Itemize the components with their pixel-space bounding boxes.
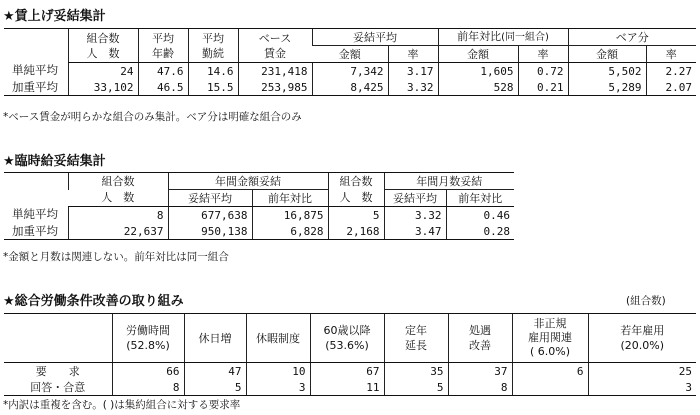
holiday-increase-header: 休日増 (184, 314, 246, 363)
settlement-amount-header: 金額 (312, 46, 388, 63)
amount-avg-header: 妥結平均 (168, 190, 252, 207)
months-yoy-header: 前年対比 (446, 190, 514, 207)
cell: 47.6 (138, 63, 188, 80)
months-avg-header: 妥結平均 (384, 190, 446, 207)
cell: 25 (588, 363, 696, 380)
yoy-rate-header: 率 (518, 46, 568, 63)
base-up-amount-header: 金額 (568, 46, 646, 63)
cell: 15.5 (188, 79, 238, 96)
cell: 5 (184, 379, 246, 396)
row-label-header (4, 29, 68, 63)
amount-yoy-header: 前年対比 (252, 190, 328, 207)
working-conditions-title: ★総合労働条件改善の取り組み (3, 294, 184, 309)
wage-settlement-note: *ベース賃金が明らかな組合のみ集計。ベア分は明確な組合のみ (3, 111, 302, 123)
cell: 37 (448, 363, 512, 380)
cell: 8 (112, 379, 184, 396)
cell: 950,138 (168, 223, 252, 240)
working-conditions-note: *内訳は重複を含む。( )は集約組合に対する要求率 (3, 399, 241, 411)
table-row (4, 79, 696, 96)
cell: 0.21 (518, 79, 568, 96)
cell: 6 (512, 363, 588, 380)
bonus-union-count-header: 組合数 (68, 173, 168, 190)
cell: 5 (328, 207, 384, 224)
union-count-header: 組合数 人 数 (68, 29, 138, 63)
cell: 3.32 (384, 207, 446, 224)
working-conditions-table (4, 313, 696, 396)
non-regular-employment-header: 非正規 雇用関連 ( 6.0%) (512, 314, 588, 363)
cell: 7,342 (312, 63, 388, 80)
base-wage-header: ベース 賃金 (238, 29, 312, 63)
row-label-header (4, 314, 112, 363)
base-up-rate-header: 率 (646, 46, 696, 63)
cell: 2,168 (328, 223, 384, 240)
cell: 0.46 (446, 207, 514, 224)
annual-months-header: 年間月数妥結 (384, 173, 514, 190)
cell: 10 (246, 363, 310, 380)
cell: 16,875 (252, 207, 328, 224)
bonus-settlement-title: ★臨時給妥結集計 (3, 154, 106, 169)
cell: 22,637 (68, 223, 168, 240)
table-row (4, 207, 514, 224)
cell: 0.72 (518, 63, 568, 80)
months-members-header: 人 数 (328, 190, 384, 207)
cell (512, 379, 588, 396)
row-label-header (4, 173, 68, 207)
leave-system-header: 休暇制度 (246, 314, 310, 363)
months-union-count-header: 組合数 (328, 173, 384, 190)
cell: 24 (68, 63, 138, 80)
cell: 3 (246, 379, 310, 396)
table-row (4, 63, 696, 80)
cell: 677,638 (168, 207, 252, 224)
cell: 3.47 (384, 223, 446, 240)
retirement-extension-header: 定年 延長 (384, 314, 448, 363)
wage-settlement-title: ★賃上げ妥結集計 (3, 9, 106, 24)
cell: 2.07 (646, 79, 696, 96)
row-label: 単純平均 (12, 63, 58, 78)
yoy-header: 前年対比(同一組合) (438, 29, 568, 46)
cell: 3 (588, 379, 696, 396)
youth-employment-header: 若年雇用 (20.0%) (588, 314, 696, 363)
table-row (4, 223, 514, 240)
cell: 1,605 (438, 63, 518, 80)
annual-amount-header: 年間金額妥結 (168, 173, 328, 190)
cell: 8 (448, 379, 512, 396)
cell: 253,985 (238, 79, 312, 96)
table-row (4, 363, 696, 380)
cell: 66 (112, 363, 184, 380)
cell: 67 (310, 363, 384, 380)
cell: 3.32 (388, 79, 438, 96)
cell: 11 (310, 379, 384, 396)
bonus-members-header: 人 数 (68, 190, 168, 207)
cell: 33,102 (68, 79, 138, 96)
avg-age-header: 平均 年齢 (138, 29, 188, 63)
wage-settlement-table (4, 28, 696, 96)
cell: 46.5 (138, 79, 188, 96)
cell: 6,828 (252, 223, 328, 240)
row-label: 単純平均 (12, 207, 58, 222)
base-up-header: ベア分 (568, 29, 696, 46)
bonus-settlement-note: *金額と月数は関連しない。前年対比は同一組合 (3, 251, 229, 263)
cell: 5,289 (568, 79, 646, 96)
row-label: 加重平均 (4, 79, 68, 96)
cell: 5 (384, 379, 448, 396)
row-label: 要 求 (35, 364, 80, 378)
cell: 35 (384, 363, 448, 380)
cell: 5,502 (568, 63, 646, 80)
settlement-avg-header: 妥結平均 (312, 29, 438, 46)
table-row (4, 379, 696, 396)
cell: 231,418 (238, 63, 312, 80)
cell: 47 (184, 363, 246, 380)
row-label: 加重平均 (4, 223, 68, 240)
unit-label: (組合数) (626, 295, 666, 307)
avg-tenure-header: 平均 勤続 (188, 29, 238, 63)
cell: 3.17 (388, 63, 438, 80)
treatment-improvement-header: 処遇 改善 (448, 314, 512, 363)
settlement-rate-header: 率 (388, 46, 438, 63)
cell: 2.27 (646, 63, 696, 80)
over-60-header: 60歳以降 (53.6%) (310, 314, 384, 363)
row-label: 回答・合意 (4, 379, 112, 396)
yoy-amount-header: 金額 (438, 46, 518, 63)
working-hours-header: 労働時間 (52.8%) (112, 314, 184, 363)
bonus-settlement-table (4, 172, 514, 240)
cell: 528 (438, 79, 518, 96)
cell: 8,425 (312, 79, 388, 96)
cell: 8 (68, 207, 168, 224)
cell: 14.6 (188, 63, 238, 80)
cell: 0.28 (446, 223, 514, 240)
